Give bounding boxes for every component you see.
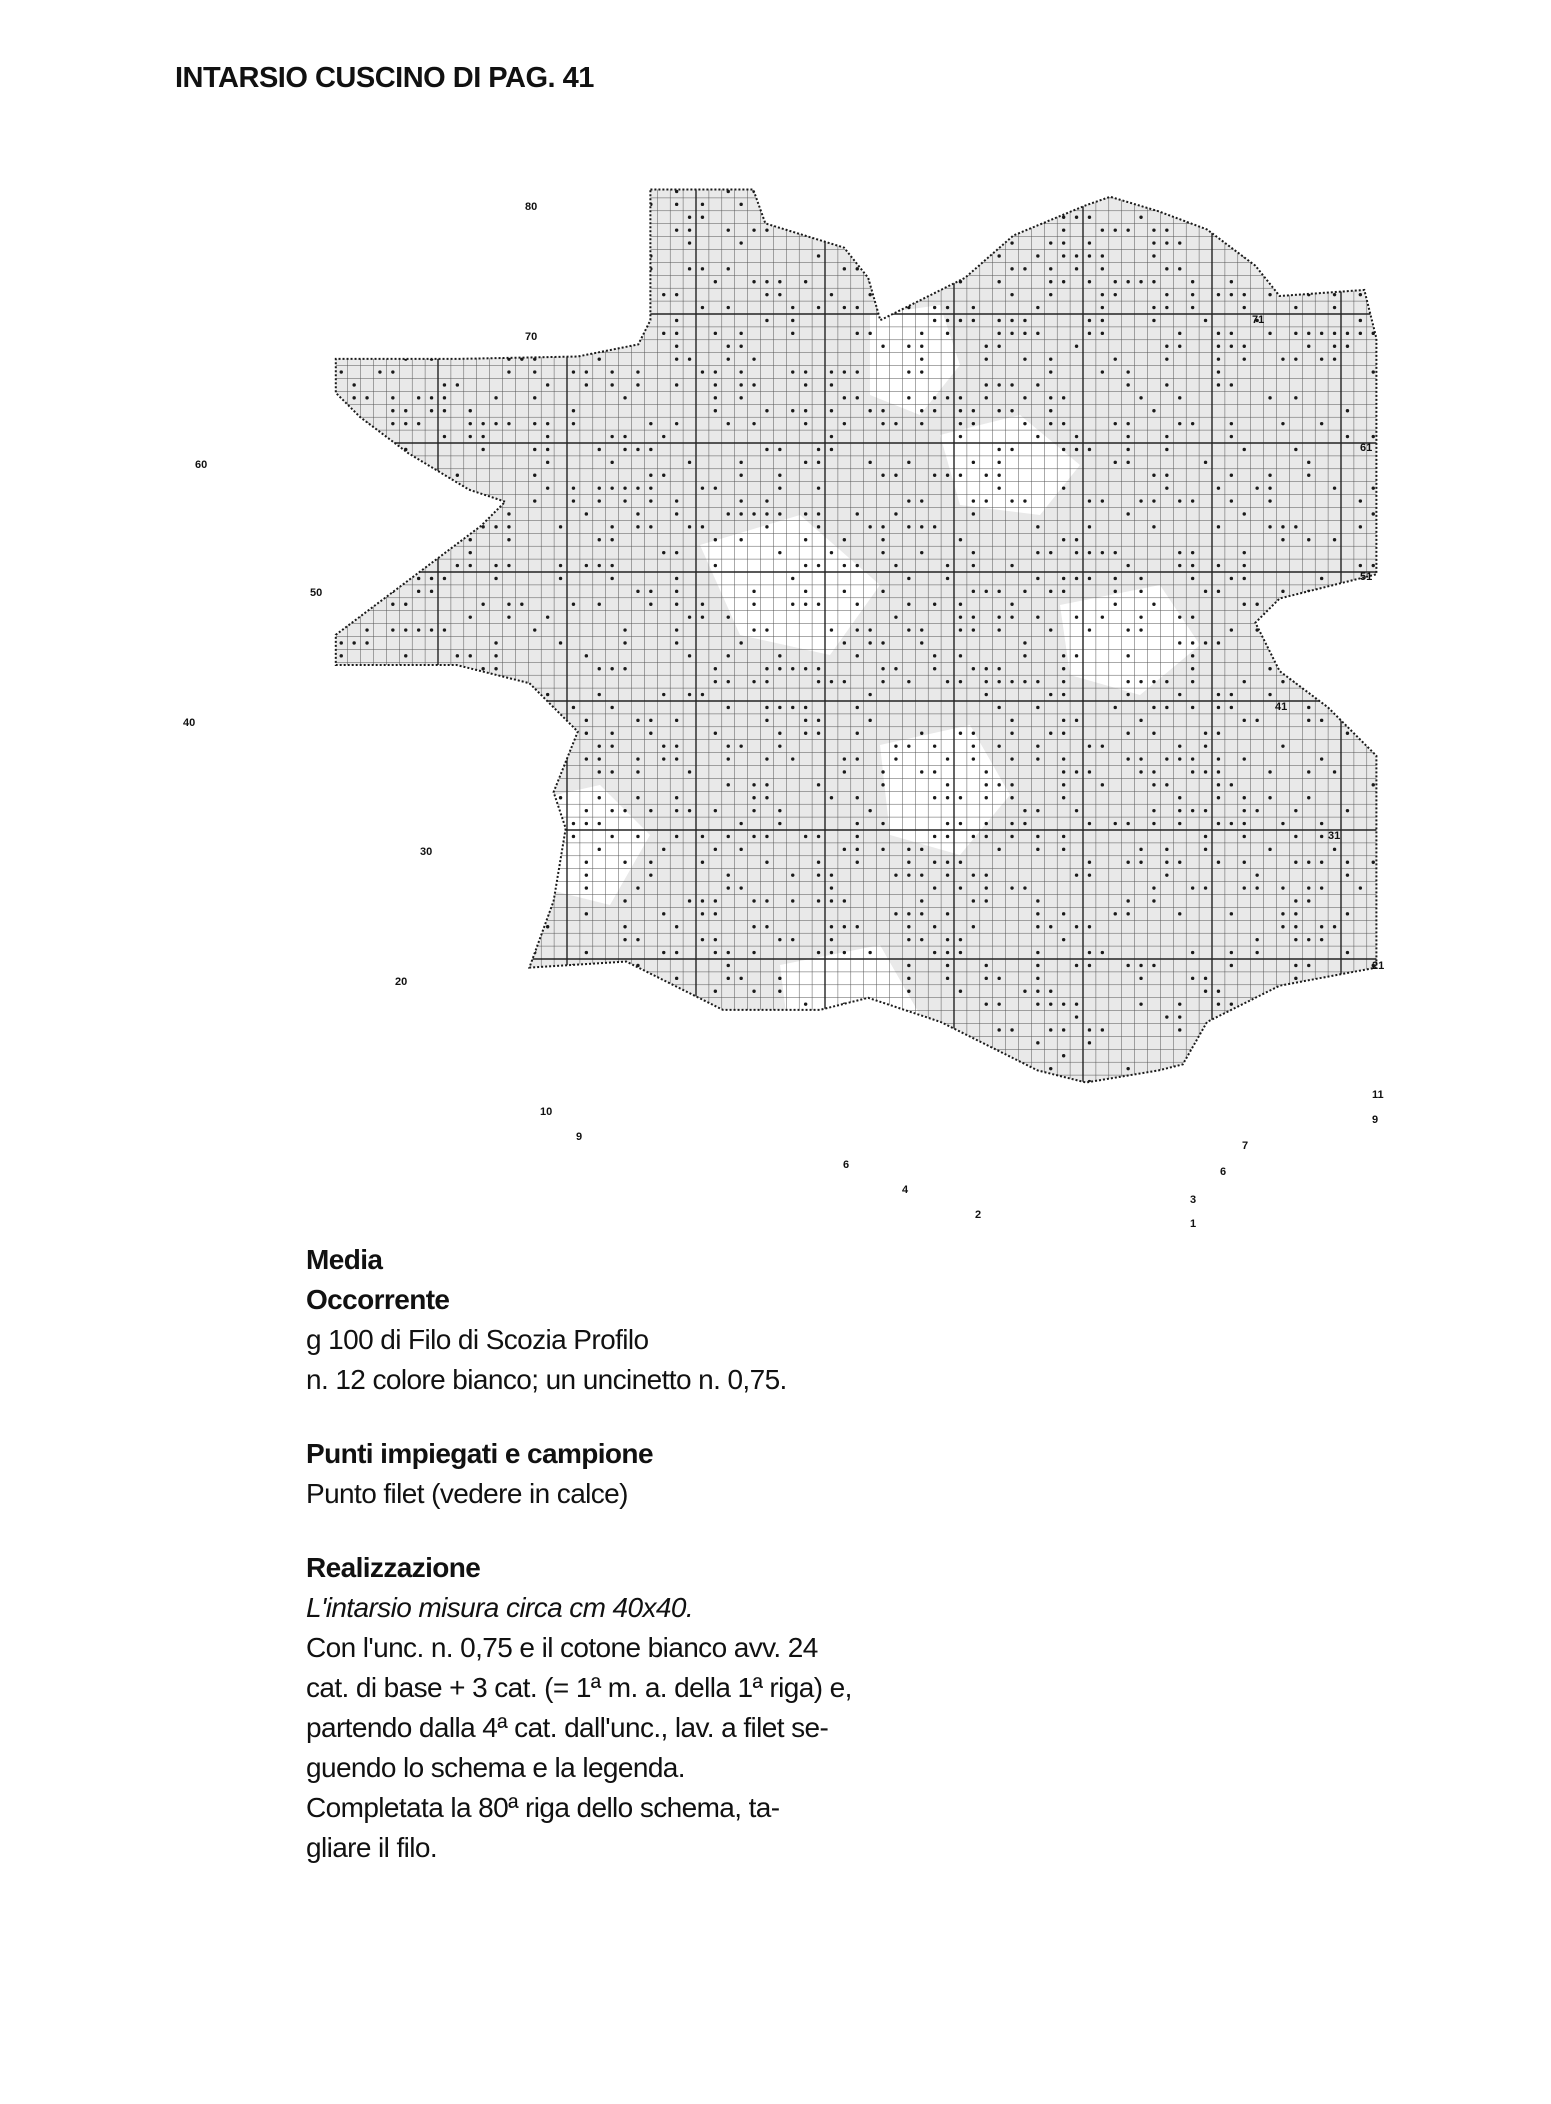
instructions	[306, 1240, 1026, 1868]
row-label-left-2: 2	[975, 1209, 982, 1221]
row-label-right-21: 21	[1372, 960, 1385, 972]
making-heading: Realizzazione	[306, 1552, 481, 1583]
materials-heading: Occorrente	[306, 1284, 450, 1315]
making-line: Con l'unc. n. 0,75 e il cotone bianco avv. 24	[306, 1632, 818, 1663]
row-label-left-4: 4	[902, 1184, 909, 1196]
row-label-left-6: 6	[843, 1159, 850, 1171]
row-label-left-60: 60	[195, 459, 208, 471]
making-line: gliare il filo.	[306, 1832, 438, 1863]
row-label-left-30: 30	[420, 846, 433, 858]
row-label-right-3: 3	[1190, 1194, 1197, 1206]
row-label-right-9: 9	[1372, 1114, 1379, 1126]
row-label-right-51: 51	[1360, 571, 1373, 583]
materials-line: g 100 di Filo di Scozia Profilo	[306, 1324, 649, 1355]
row-label-left-80: 80	[525, 201, 538, 213]
row-label-right-71: 71	[1252, 314, 1265, 326]
stitches-line: Punto filet (vedere in calce)	[306, 1478, 628, 1509]
row-label-right-11: 11	[1372, 1089, 1384, 1101]
page-title: INTARSIO CUSCINO DI PAG. 41	[175, 62, 594, 94]
row-label-left-40: 40	[183, 717, 196, 729]
making-line: Completata la 80ª riga dello schema, ta-	[306, 1792, 780, 1823]
filet-cells	[180, 185, 1410, 1245]
row-label-right-6: 6	[1220, 1166, 1227, 1178]
row-label-right-1: 1	[1190, 1218, 1197, 1230]
row-label-right-41: 41	[1275, 701, 1288, 713]
materials-line: n. 12 colore bianco; un uncinetto n. 0,75.	[306, 1364, 787, 1395]
row-label-left-70: 70	[525, 331, 538, 343]
row-label-left-10: 10	[540, 1106, 553, 1118]
row-label-right-61: 61	[1360, 442, 1373, 454]
row-label-right-31: 31	[1328, 830, 1341, 842]
row-label-left-50: 50	[310, 587, 323, 599]
making-size-note: L'intarsio misura circa cm 40x40.	[306, 1592, 694, 1623]
making-line: guendo lo schema e la legenda.	[306, 1752, 685, 1783]
filet-chart	[180, 185, 1410, 1245]
stitches-heading: Punti impiegati e campione	[306, 1438, 653, 1469]
making-line: cat. di base + 3 cat. (= 1ª m. a. della 1ª riga) e,	[306, 1672, 852, 1703]
row-label-left-9: 9	[576, 1131, 583, 1143]
row-label-right-7: 7	[1242, 1140, 1249, 1152]
row-label-left-20: 20	[395, 976, 408, 988]
size-heading: Media	[306, 1244, 383, 1275]
filet-grid	[180, 185, 1410, 1245]
making-line: partendo dalla 4ª cat. dall'unc., lav. a filet se-	[306, 1712, 829, 1743]
